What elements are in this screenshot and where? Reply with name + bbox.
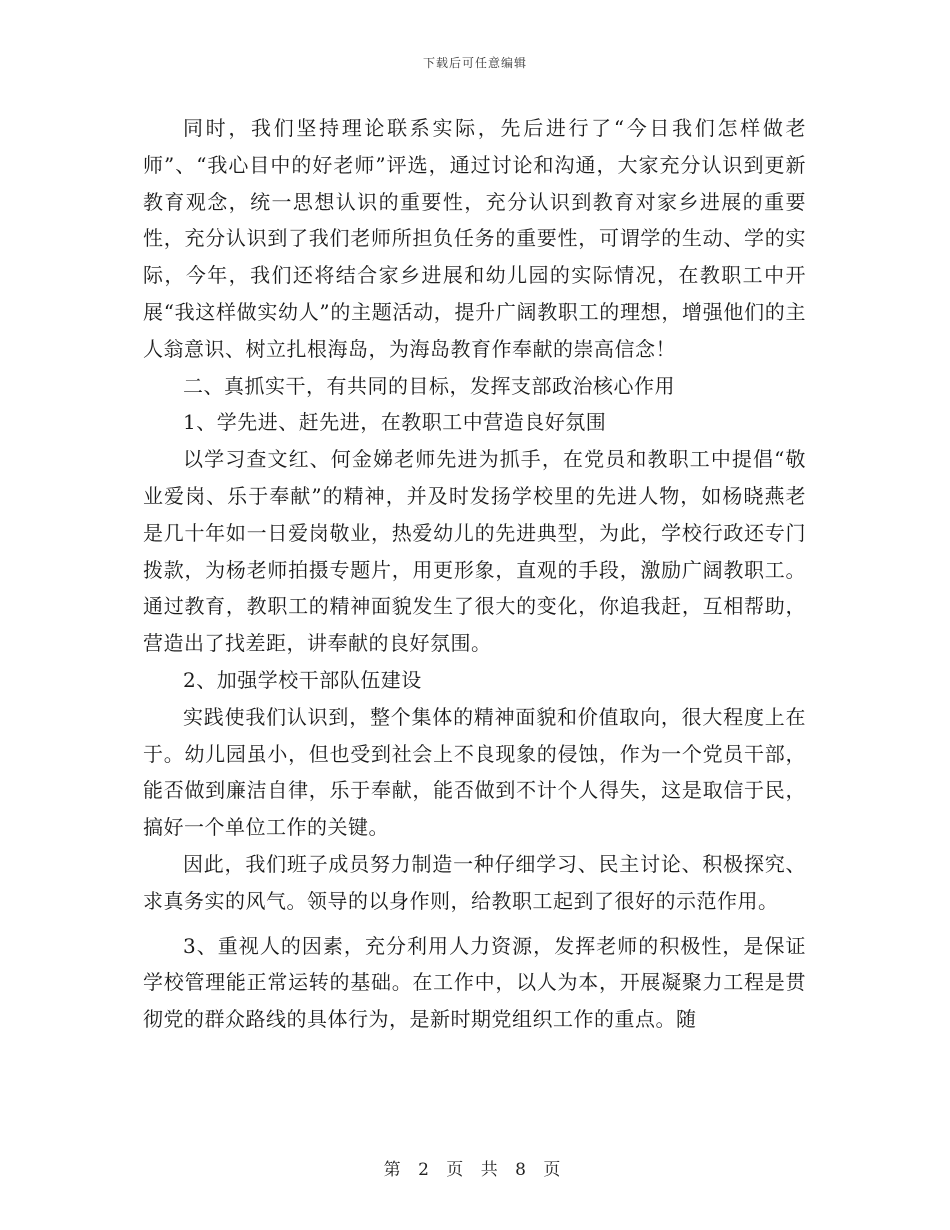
- section-heading-2: 二、真抓实干，有共同的目标，发挥支部政治核心作用: [183, 373, 675, 398]
- paragraph-2-3: 3、重视人的因素，充分利用人力资源，发挥老师的积极性，是保证学校管理能正常运转的基础。在工作中，以人为本，开展凝聚力工程是贯彻党的群众路线的具体行为，是新时期党组织工作的重点。随: [143, 933, 806, 1032]
- paragraph-2-1: 以学习查文红、何金娣老师先进为抓手，在党员和教职工中提倡“敬业爱岗、乐于奉献”的精神，并及时发扬学校里的先进人物，如杨晓燕老是几十年如一日爱岗敬业，热爱幼儿的先进典型，为此，学校行政还专门拨款，为杨老师拍摄专题片，用更形象，直观的手段，激励广阔教职工。通过教育，教职工的精神面貌发生了很大的变化，你追我赶，互相帮助，营造出了找差距，讲奉献的良好氛围。: [143, 447, 806, 656]
- paragraph-1: 同时，我们坚持理论联系实际，先后进行了“今日我们怎样做老师”、“我心目中的好老师”评选，通过讨论和沟通，大家充分认识到更新教育观念，统一思想认识的重要性，充分认识到教育对家乡进展的重要性，充分认识到了我们老师所担负任务的重要性，可谓学的生动、学的实际，今年，我们还将结合家乡进展和幼儿园的实际情况，在教职工中开展“我这样做实幼人”的主题活动，提升广阔教职工的理想，增强他们的主人翁意识、树立扎根海岛，为海岛教育作奉献的崇高信念！: [143, 116, 806, 361]
- paragraph-2-2b: 因此，我们班子成员努力制造一种仔细学习、民主讨论、积极探究、求真务实的风气。领导的以身作则，给教职工起到了很好的示范作用。: [143, 851, 806, 913]
- subheading-2-2: 2、加强学校干部队伍建设: [183, 667, 422, 692]
- body-text: [143, 110, 806, 1038]
- page-number: 第 2 页 共 8 页: [383, 1160, 567, 1180]
- page-header: 下载后可任意编辑: [422, 56, 527, 70]
- subheading-2-1: 1、学先进、赶先进，在教职工中营造良好氛围: [183, 410, 607, 435]
- paragraph-2-2: 实践使我们认识到，整个集体的精神面貌和价值取向，很大程度上在于。幼儿园虽小，但也受到社会上不良现象的侵蚀，作为一个党员干部，能否做到廉洁自律，乐于奉献，能否做到不计个人得失，这是取信于民，搞好一个单位工作的关键。: [143, 704, 806, 840]
